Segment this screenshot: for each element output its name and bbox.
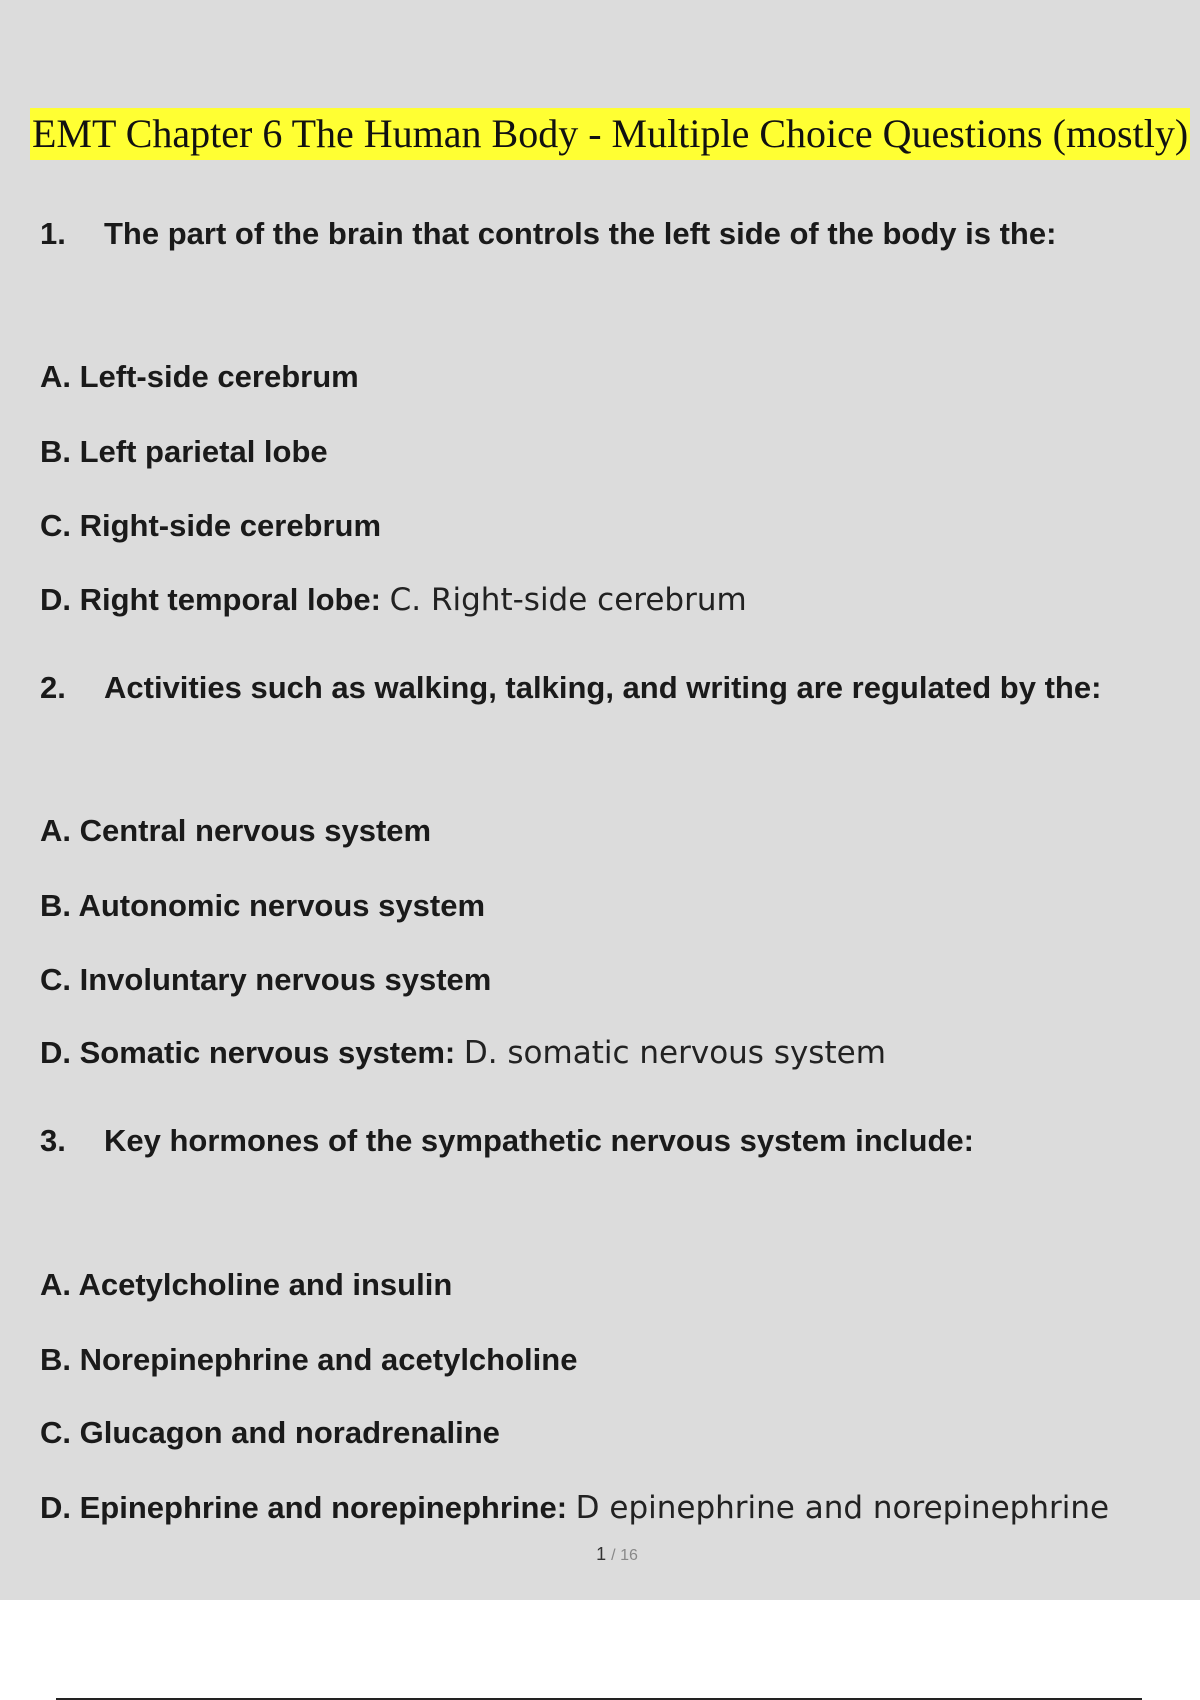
total-pages: / 16 <box>611 1547 638 1564</box>
option-2c: C. Involuntary nervous system <box>40 962 492 997</box>
question-3 <box>40 1121 974 1161</box>
option-1c: C. Right-side cerebrum <box>40 508 382 543</box>
answer-text: D epinephrine and norepinephrine <box>575 1490 1110 1526</box>
document-title: EMT Chapter 6 The Human Body - Multiple Choice Questions (mostly) <box>30 108 1190 160</box>
option-label: D. Epinephrine and norepinephrine: <box>40 1490 568 1525</box>
page-number <box>0 1542 1200 1568</box>
question-number: 1. <box>40 216 66 251</box>
option-label: D. Right temporal lobe: <box>40 582 381 617</box>
option-2a: A. Central nervous system <box>40 813 432 848</box>
current-page: 1 <box>596 1544 607 1564</box>
option-1b: B. Left parietal lobe <box>40 434 328 469</box>
option-3a: A. Acetylcholine and insulin <box>40 1267 453 1302</box>
option-3b: B. Norepinephrine and acetylcholine <box>40 1342 578 1377</box>
question-number: 3. <box>40 1123 66 1158</box>
question-1 <box>40 214 1056 254</box>
answer-text: C. Right-side cerebrum <box>389 582 747 618</box>
option-1d <box>40 580 747 620</box>
option-1a: A. Left-side cerebrum <box>40 359 359 394</box>
question-number: 2. <box>40 670 66 705</box>
option-3c: C. Glucagon and noradrenaline <box>40 1415 500 1450</box>
question-text: Key hormones of the sympathetic nervous system include: <box>104 1123 974 1158</box>
option-2d <box>40 1033 886 1073</box>
question-text: Activities such as walking, talking, and writing are regulated by the: <box>104 670 1102 705</box>
option-3d <box>40 1488 1109 1528</box>
option-2b: B. Autonomic nervous system <box>40 888 486 923</box>
question-2 <box>40 668 1101 708</box>
question-text: The part of the brain that controls the left side of the body is the: <box>104 216 1057 251</box>
option-label: D. Somatic nervous system: <box>40 1035 456 1070</box>
answer-text: D. somatic nervous system <box>463 1035 886 1071</box>
